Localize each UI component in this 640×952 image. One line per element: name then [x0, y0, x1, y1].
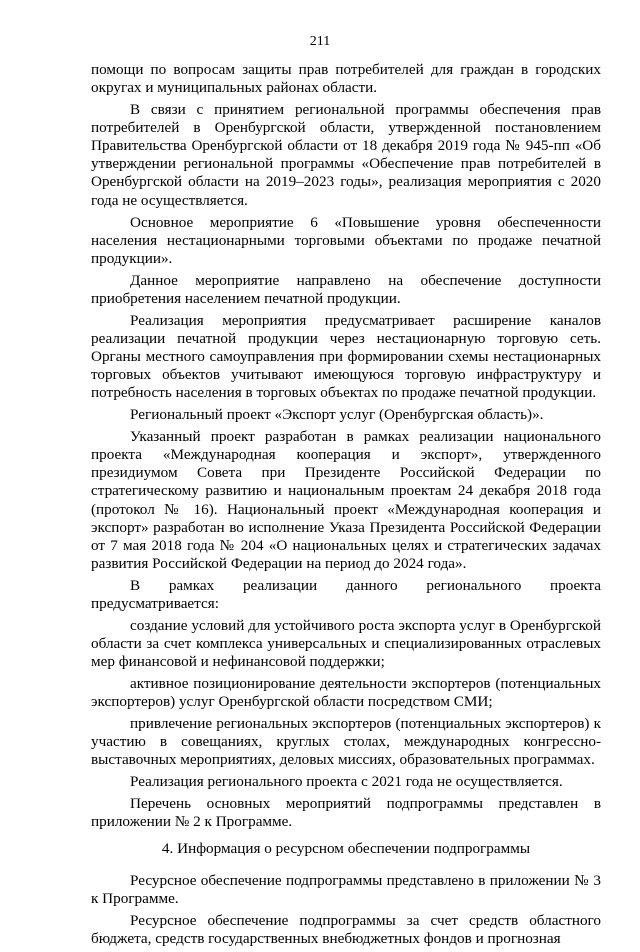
paragraph: Реализация регионального проекта с 2021 года не осуществляется. — [130, 773, 563, 791]
section-heading: 4. Информация о ресурсном обеспечении подпрограммы — [161, 840, 531, 858]
page-number: 211 — [309, 34, 331, 49]
paragraph: привлечение региональных экспортеров (потенциальных экспортеров) к участию в совещаниях, круглых столах, международных конгрессно-выставочных мероприятиях, деловых миссиях, образовательных программах. — [91, 715, 601, 769]
paragraph: помощи по вопросам защиты прав потребителей для граждан в городских округах и муниципальных районах области. — [91, 61, 601, 97]
paragraph: активное позиционирование деятельности экспортеров (потенциальных экспортеров) услуг Оренбургской области посредством СМИ; — [91, 675, 601, 711]
paragraph: Основное мероприятие 6 «Повышение уровня обеспеченности населения нестационарными торговыми объектами по продаже печатной продукции». — [91, 213, 601, 267]
paragraph: создание условий для устойчивого роста экспорта услуг в Оренбургской области за счет комплекса универсальных и специализированных отраслевых мер финансовой и нефинансовой поддержки; — [91, 616, 601, 671]
paragraph: Данное мероприятие направлено на обеспечение доступности приобретения населением печатной продукции. — [91, 271, 601, 307]
paragraph: Ресурсное обеспечение подпрограммы представлено в приложении № 3 к Программе. — [91, 871, 601, 907]
paragraphs-before-heading — [91, 61, 601, 831]
paragraph: Региональный проект «Экспорт услуг (Оренбургская область)». — [130, 406, 544, 424]
paragraphs-after-heading — [91, 872, 601, 948]
paragraph: В рамках реализации данного регионального проекта предусматривается: — [91, 576, 601, 612]
paragraph: Перечень основных мероприятий подпрограммы представлен в приложении № 2 к Программе. — [91, 795, 601, 831]
document-body — [91, 61, 601, 952]
paragraph: Ресурсное обеспечение подпрограммы за счет средств областного бюджета, средств государственных внебюджетных фондов и прогнозная — [91, 911, 601, 947]
paragraph: В связи с принятием региональной программы обеспечения прав потребителей в Оренбургской области, утвержденной постановлением Правительства Оренбургской области от 18 декабря 2019 года № 945-пп «Об утверждении региональной программы «Обеспечение прав потребителей в Оренбургской области на 2019–2023 годы», реализация мероприятия с 2020 года не осуществляется. — [91, 101, 601, 209]
paragraph: Реализация мероприятия предусматривает расширение каналов реализации печатной продукции через нестационарную торговую сеть. Органы местного самоуправления при формировании схемы нестационарных торговых объектов учитывают имеющуюся торговую инфраструктуру и потребность населения в торговых объектах по продаже печатной продукции. — [91, 311, 601, 402]
paragraph: Указанный проект разработан в рамках реализации национального проекта «Международная кооперация и экспорт», утвержденного президиумом Совета при Президенте Российской Федерации по стратегическому развитию и национальным проектам 24 декабря 2018 года (протокол № 16). Национальный проект «Международная кооперация и экспорт» разработан во исполнение Указа Президента Российской Федерации от 7 мая 2018 года № 204 «О национальных целях и стратегических задачах развития Российской Федерации на период до 2024 года». — [91, 428, 601, 572]
